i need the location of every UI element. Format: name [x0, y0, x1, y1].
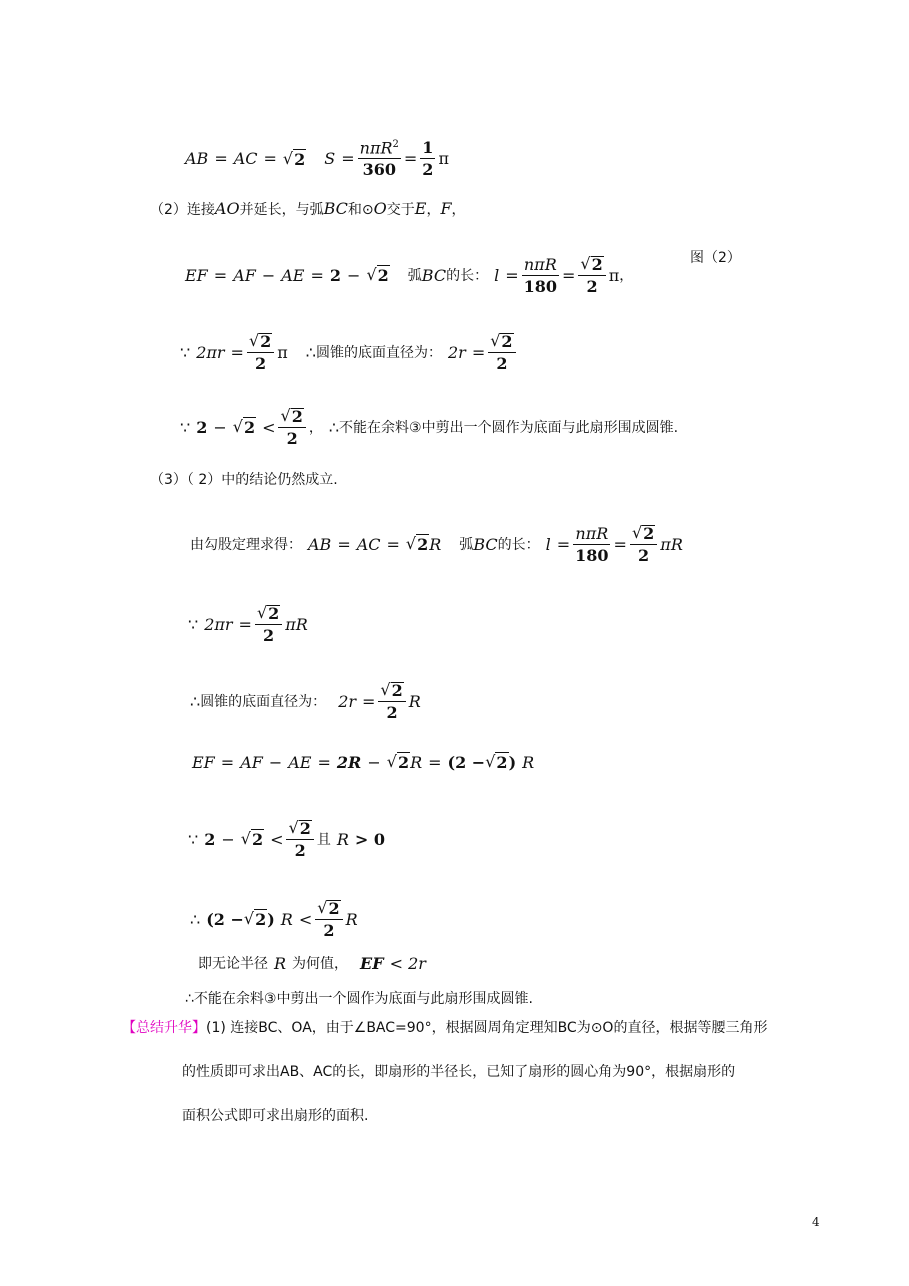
line-conclusion-2: ∵ 2 − √ 2 < √ 2 2 ， ∴ 不能在余料③中剪出一个圆作为底面与此扇形围成圆锥.: [180, 406, 679, 448]
arc-word: 弧: [407, 267, 422, 284]
pi-symbol: π: [438, 149, 449, 169]
line-ab-ac-area: [185, 140, 449, 178]
sqrt-2: √ 2: [366, 265, 389, 285]
line-ef-general: EF = AF − AE = 2R − √ 2 R = (2 − √ 2 ) R: [192, 752, 535, 772]
eq-sign: =: [341, 149, 355, 169]
var-ae: AE: [281, 265, 305, 285]
summary-line-1: 【总结升华】(1) 连接BC、OA，由于∠BAC=90°，根据圆周角定理知BC为⊙O的直径，根据等腰三角形: [122, 1020, 768, 1036]
fraction-sqrt2-over-2: √ 2 2: [378, 682, 405, 721]
line-cone-diameter-2: ∴ 圆锥的底面直径为： 2r = √ 2 2 R: [190, 680, 421, 722]
var-af: AF: [233, 265, 256, 285]
fraction-sqrt2-over-2: √ 2 2: [247, 333, 274, 372]
eq-sign: =: [214, 149, 228, 169]
summary-tag: 【总结升华】: [122, 1020, 206, 1036]
fraction-sqrt2-over-2: √ 2 2: [630, 525, 657, 564]
eq-sign: =: [263, 149, 277, 169]
line-circumference-eq: ∵ 2πr = √ 2 2 πR: [188, 603, 308, 645]
var-l: l: [494, 265, 500, 285]
figure-label: 图（2）: [690, 250, 741, 266]
line-pythagoras: 由勾股定理求得： AB = AC = √ 2 R 弧 BC 的长： l = $\frac{\text{nπR}}{180}$ = √ 2 2 πR: [190, 523, 683, 565]
summary-line-2: 的性质即可求出AB、AC的长，即扇形的半径长，已知了扇形的圆心角为90°，根据扇形的: [182, 1064, 736, 1080]
var-ac: AC: [233, 149, 258, 169]
fraction-sqrt2-over-2: √ 2 2: [286, 820, 313, 859]
fraction-arc-length: $\frac{\text{nπR}}{180}$: [575, 523, 609, 565]
fraction-arc-length: $\frac{\text{nπR}}{180}$: [523, 254, 558, 296]
fraction-sqrt2-over-2: √ 2 2: [255, 605, 282, 644]
line-inequality-2: ∴ (2 − √ 2 ) R < √ 2 2 R: [190, 898, 358, 940]
line-any-radius: 即无论半径 R 为何值， EF < 2r: [198, 954, 426, 973]
line-final-conclusion: ∴不能在余料③中剪出一个圆作为底面与此扇形围成圆锥.: [185, 991, 533, 1007]
line-cone-diameter-1: ∵ 2πr = √ 2 2 π ∴ 圆锥的底面直径为： 2r = √ 2 2: [180, 333, 519, 372]
line-part3-intro: （3）（ 2）中的结论仍然成立.: [150, 472, 338, 488]
line-ef-arc: EF = AF − AE = 2 − √ 2 弧 BC 的长： l = $\frac{\text{nπR}}{180}$ = √ 2 2 π ，: [185, 254, 634, 296]
line-inequality-1: ∵ 2 − √ 2 < √ 2 2 且 R > 0: [188, 818, 385, 860]
line-part2-intro: （2）连接AO并延长，与弧BC和⊙O交于E，F，: [150, 199, 466, 218]
var-s: S: [324, 149, 336, 169]
summary-line-3: 面积公式即可求出扇形的面积.: [182, 1108, 369, 1124]
page-number: 4: [812, 1215, 820, 1229]
var-ef: EF: [185, 265, 208, 285]
fraction-area: $\frac{n\pi R^2}{360}$: [359, 138, 399, 180]
sqrt-2: √ 2: [282, 148, 306, 169]
fraction-half: $\frac{1}{2}$: [422, 138, 434, 180]
therefore-symbol: ∴: [305, 342, 316, 362]
eq-sign: =: [403, 149, 418, 169]
var-ab: AB: [185, 149, 209, 169]
fraction-sqrt2-over-2: √ 2 2: [578, 256, 605, 295]
fraction-sqrt2-over-2: √ 2 2: [315, 900, 342, 939]
because-symbol: ∵: [180, 342, 191, 362]
fraction-sqrt2-over-2: √ 2 2: [488, 333, 515, 372]
fraction-sqrt2-over-2: √ 2 2: [278, 408, 305, 447]
